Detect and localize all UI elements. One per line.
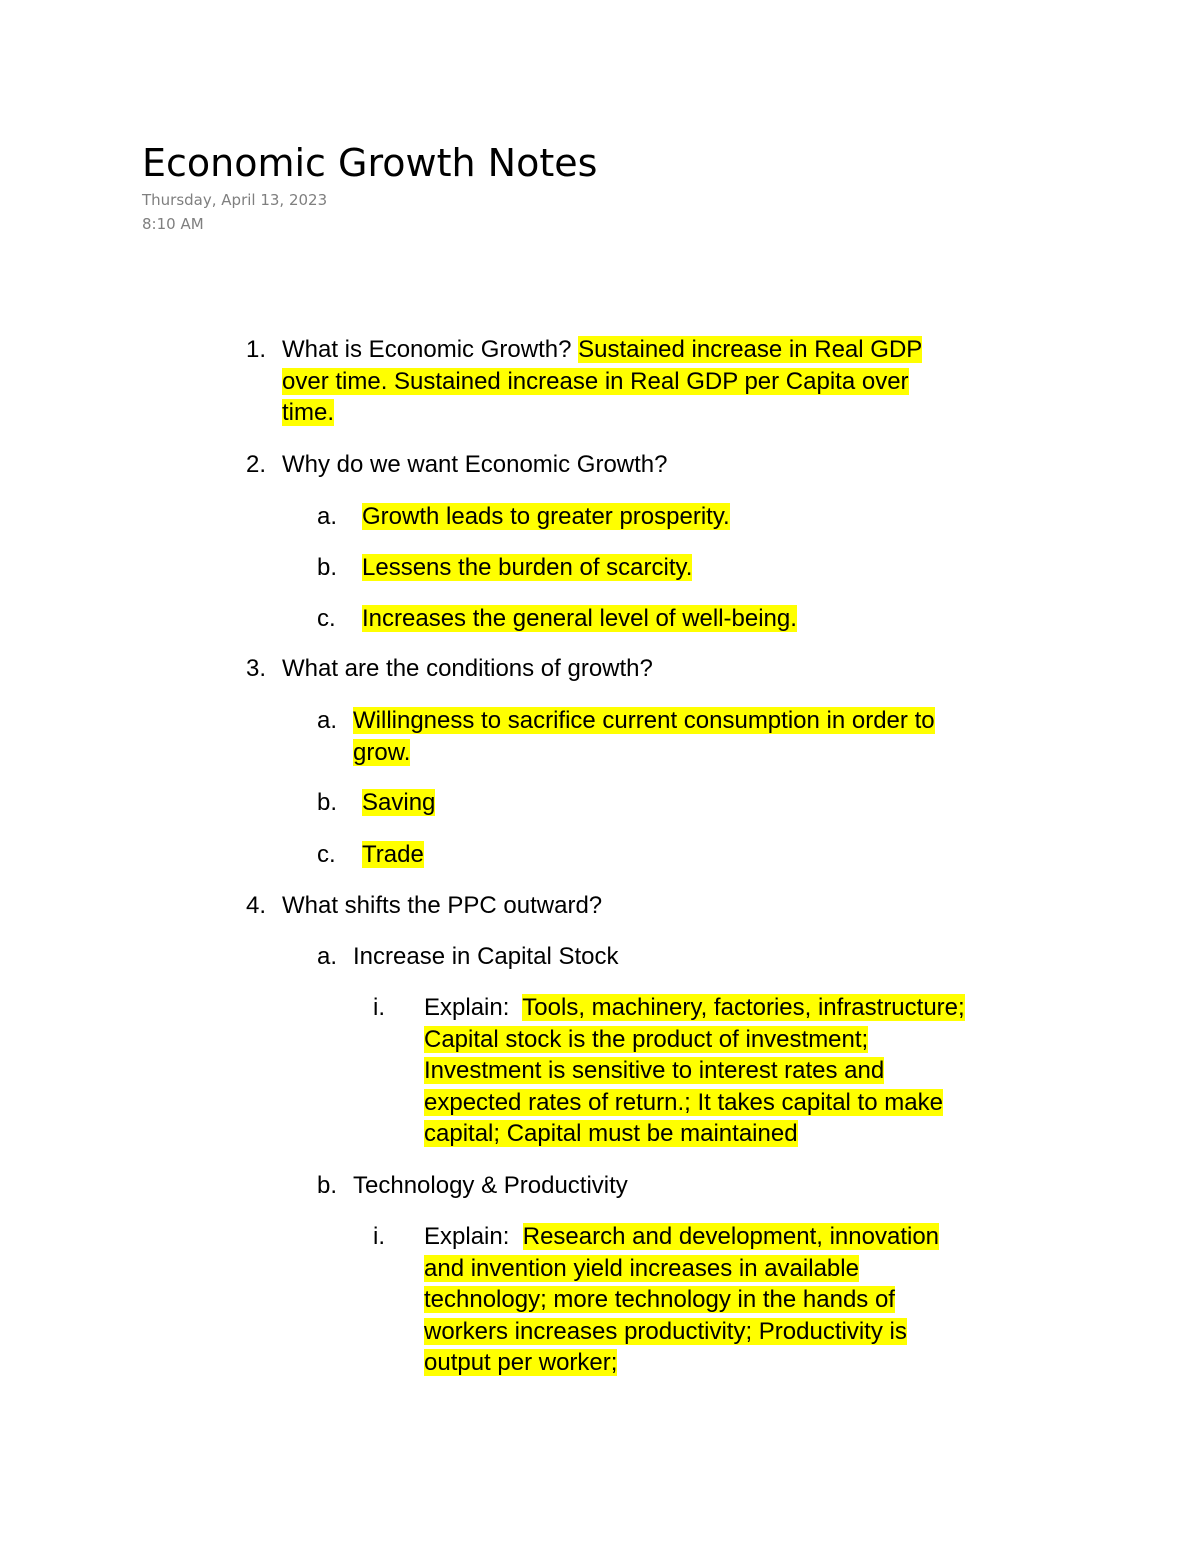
answer-highlight: output per worker; xyxy=(424,1349,618,1376)
question-text: What are the conditions of growth? xyxy=(282,655,653,682)
answer-highlight: Growth leads to greater prosperity. xyxy=(362,503,730,530)
answer-highlight: Saving xyxy=(362,789,436,816)
answer-highlight: capital; Capital must be maintained xyxy=(424,1120,798,1147)
question-text: What shifts the PPC outward? xyxy=(282,892,603,919)
sub-item-letter: a. xyxy=(317,503,338,530)
answer-highlight: technology; more technology in the hands of xyxy=(424,1286,895,1313)
list-item: Increase in Capital Stock xyxy=(353,943,619,970)
answer-highlight: grow. xyxy=(353,738,411,766)
roman-numeral: i. xyxy=(373,1223,385,1250)
note-date: Thursday, April 13, 2023 xyxy=(142,191,328,209)
roman-numeral: i. xyxy=(373,994,385,1021)
answer-highlight: Willingness to sacrifice current consumption in order to xyxy=(353,707,935,734)
list-item xyxy=(362,552,692,584)
item-number: 3. xyxy=(246,655,267,682)
explain-label: Explain: xyxy=(424,1223,510,1250)
sub-item-letter: a. xyxy=(317,707,338,734)
list-item: Technology & Productivity xyxy=(353,1172,628,1199)
sub-item-letter: c. xyxy=(317,605,336,632)
answer-highlight: Capital stock is the product of investment; xyxy=(424,1025,869,1053)
answer-highlight: Sustained increase in Real GDP xyxy=(578,336,923,363)
list-item xyxy=(282,334,922,429)
answer-highlight: Lessens the burden of scarcity. xyxy=(362,554,693,581)
note-time: 8:10 AM xyxy=(142,215,204,233)
answer-highlight: Investment is sensitive to interest rates and xyxy=(424,1057,885,1084)
answer-highlight: Increases the general level of well-being. xyxy=(362,605,797,632)
page-title: Economic Growth Notes xyxy=(142,141,598,185)
item-number: 2. xyxy=(246,451,267,478)
question-text: What is Economic Growth? xyxy=(282,336,572,363)
list-item xyxy=(362,603,797,635)
list-item xyxy=(424,1221,939,1379)
sub-item-letter: b. xyxy=(317,1172,338,1199)
answer-highlight: expected rates of return.; It takes capital to make xyxy=(424,1088,943,1116)
explain-label: Explain: xyxy=(424,994,510,1021)
list-item xyxy=(362,501,730,533)
sub-item-letter: a. xyxy=(317,943,338,970)
sub-item-letter: b. xyxy=(317,554,338,581)
list-item xyxy=(362,839,424,871)
answer-highlight: over time. Sustained increase in Real GDP per Capita over xyxy=(282,367,909,395)
answer-highlight: Research and development, innovation xyxy=(522,1223,940,1250)
list-item xyxy=(424,992,965,1150)
answer-highlight: and invention yield increases in available xyxy=(424,1254,859,1282)
item-number: 1. xyxy=(246,336,267,363)
sub-item-letter: c. xyxy=(317,841,336,868)
answer-highlight: time. xyxy=(282,399,335,426)
list-item xyxy=(353,705,935,768)
question-text: Why do we want Economic Growth? xyxy=(282,451,668,478)
answer-highlight: workers increases productivity; Productivity is xyxy=(424,1317,907,1345)
answer-highlight: Trade xyxy=(362,841,424,868)
item-number: 4. xyxy=(246,892,267,919)
answer-highlight: Tools, machinery, factories, infrastructure; xyxy=(522,994,965,1021)
list-item xyxy=(362,787,435,819)
sub-item-letter: b. xyxy=(317,789,338,816)
